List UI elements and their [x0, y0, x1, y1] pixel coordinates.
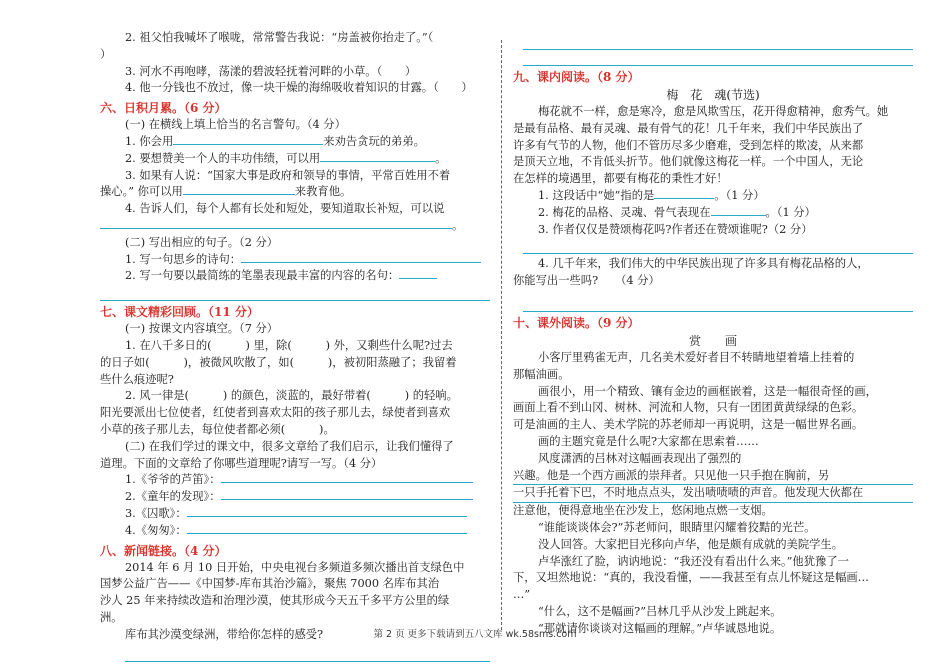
passage-2-line: 小客厅里鸦雀无声，几名美术爱好者目不转睛地望着墙上挂着的	[538, 350, 855, 364]
s7-text-3: 3.《囚歌》：	[100, 506, 490, 523]
left-column	[100, 30, 490, 664]
s7-fill-2-end: 小草的孩子那儿去，每位使者都必须( )。	[100, 422, 335, 436]
passage-2-line: 可是油画的主人、美术学院的苏老师却一再说明，这是一幅世界名画。	[513, 418, 864, 432]
s6-q1: 1. 你会用 来劝告贪玩的弟弟。	[125, 134, 425, 148]
passage-1-line-5: 在怎样的境遇里，都要有梅花的秉性才好！	[513, 172, 728, 186]
s6-q4-cont: 。	[100, 218, 490, 235]
s7-fill-1-cont: 的日子如( )，被微风吹散了，如( )，被初阳蒸融了；我留着	[100, 355, 457, 369]
judge-item-4: 4. 他一分钱也不放过，像一块干燥的海绵吸收着知识的甘露。（ ）	[125, 81, 473, 95]
answer-blank[interactable]	[183, 184, 295, 195]
s6-q6: 2. 写一句要以最简练的笔墨表现最丰富的内容的名句：	[100, 268, 490, 285]
answer-blank[interactable]	[100, 218, 452, 229]
s9-q2: 2. 梅花的品格、灵魂、骨气表现在 。（1 分）	[538, 205, 816, 219]
s6-q3-cont: 操心。” 你可以用 来教育他。	[100, 185, 352, 199]
s6-q3: 3. 如果有人说：“国家大事是政府和领导的事情，平常百姓用不着	[125, 168, 451, 182]
answer-blank[interactable]	[221, 472, 473, 483]
passage-2-line: 一只手托着下巴，不时地点点头，发出啧啧啧的声音。他发现大伙都在	[513, 485, 913, 503]
answer-blank[interactable]	[654, 188, 714, 199]
answer-blank[interactable]	[187, 523, 467, 534]
news-line-1: 2014 年 6 月 10 日开始，中央电视台多频道多频次播出首支绿色中	[125, 560, 465, 574]
news-question: 库布其沙漠变绿洲，带给你怎样的感受?	[125, 627, 324, 641]
passage-2-line: 注意他，便得意地坐在沙发上，悠闲地点燃一支烟。	[513, 504, 773, 518]
passage-2-line: 画的主题究竟是什么呢?大家都在思索着……	[538, 434, 759, 448]
s7-fill-2-cont: 阳光要派出七位使者，红使者到喜欢太阳的孩子那儿去，绿使者到喜欢	[100, 406, 451, 420]
s6-q2: 2. 要想赞美一个人的丰功伟绩，可以用 。	[125, 151, 447, 165]
s7-text-4: 4.《匆匆》：	[100, 523, 490, 540]
section-10-heading: 十、课外阅读。（9 分）	[513, 315, 640, 330]
passage-2-line: 画面上看不到山冈、树林、河流和人物，只有一团团黄黄绿绿的色彩。	[513, 401, 864, 415]
s9-q4-cont: 你能写出一些吗? （4 分）	[513, 274, 660, 288]
s9-q1: 1. 这段话中“她”指的是 。（1 分）	[538, 188, 765, 202]
s9-q3: 3. 作者仅仅是赞颂梅花吗?作者还在赞颂谁呢?（2 分）	[538, 222, 813, 236]
answer-line[interactable]	[523, 298, 913, 312]
passage-title-1: 梅 花 魂(节选)	[666, 88, 760, 102]
passage-2-line: 那幅油画。	[513, 367, 570, 381]
passage-2-line: …”	[513, 588, 531, 602]
answer-blank[interactable]	[187, 506, 467, 517]
s7-fill-1: 1. 在八千多日的( ) 里，除( ) 外，又剩些什么呢?过去	[125, 338, 453, 352]
answer-blank[interactable]	[711, 205, 766, 216]
s6-part2-instruction: (二) 写出相应的句子。（2 分）	[125, 235, 279, 249]
passage-2-line: 风度潇洒的吕林对这幅画表现出了强烈的	[538, 451, 742, 465]
s6-q4: 4. 告诉人们，每个人都有长处和短处，要知道取长补短，可以说	[125, 202, 445, 216]
judge-item-2: 2. 祖父怕我喊坏了喉咙，常常警告我说：“房盖被你抬走了。”（	[125, 31, 434, 44]
judge-item-2-end: ）	[100, 47, 112, 61]
passage-2-line: “什么，这不是幅画?”吕林几乎从沙发上跳起来。	[538, 604, 782, 618]
s7-text-2: 2.《童年的发现》：	[100, 489, 490, 506]
news-line-2: 国梦公益广告——《中国梦-库布其治沙篇》，聚焦 7000 名库布其治	[100, 577, 440, 591]
passage-1-line-4: 是顶天立地，不肯低头折节。他们就像这梅花一样。一个中国人，无论	[513, 155, 864, 169]
s7-text-1: 1.《爷爷的芦笛》：	[100, 472, 490, 489]
s6-part1-instruction: (一) 在横线上填上恰当的名言警句。（4 分）	[125, 118, 346, 132]
passage-1-line-3: 许多有气节的人物，他们不管历尽多少磨难，受到怎样的欺凌，从来都	[513, 138, 864, 152]
answer-blank[interactable]	[320, 151, 435, 162]
news-line-4: 洲。	[100, 610, 123, 624]
answer-blank[interactable]	[221, 489, 473, 500]
answer-line[interactable]	[523, 52, 913, 66]
answer-line[interactable]	[100, 287, 490, 301]
answer-blank[interactable]	[241, 252, 481, 263]
answer-line[interactable]	[125, 648, 490, 662]
passage-2-line: 没人回答。大家把目光移向卢华，他是颇有成就的美院学生。	[538, 537, 844, 551]
section-8-heading: 八、新闻链接。（4 分）	[100, 543, 227, 558]
passage-2-line: “谁能谈谈体会?”苏老师问，眼睛里闪耀着狡黠的光芒。	[538, 520, 816, 534]
s7-fill-1-end: 些什么痕迹呢?	[100, 372, 174, 386]
judge-item-3: 3. 河水不再咆哮，荡漾的碧波轻抚着河畔的小草。（ ）	[125, 64, 417, 78]
answer-blank[interactable]	[173, 134, 323, 145]
passage-2-line: 画很小，用一个精致、镶有金边的画框嵌着，这是一幅很奇怪的画，	[538, 384, 877, 398]
passage-title-2: 赏 画	[688, 333, 737, 348]
passage-2-line: 下，又坦然地说：“真的，我没看懂，——我甚至有点儿怀疑这是幅画…	[513, 571, 869, 585]
passage-2-line: “那就请你谈谈对这幅画的理解。”卢华诚恳地说。	[538, 621, 782, 635]
passage-1-line-1: 梅花就不一样，愈是寒冷，愈是风欺雪压，花开得愈精神，愈秀气。她	[538, 105, 889, 118]
answer-line[interactable]	[523, 240, 913, 254]
news-line-3: 沙人 25 年来持续改造和治理沙漠，使其形成今天五千多平方公里的绿	[100, 594, 450, 608]
section-6-heading: 六、日积月累。（6 分）	[100, 101, 227, 116]
passage-2-line: 卢华涨红了脸，讷讷地说：“我还没有看出什么来。”他犹豫了一	[538, 554, 849, 568]
s7-part1-instruction: (一) 按课文内容填空。（7 分）	[125, 322, 279, 336]
answer-blank[interactable]	[399, 268, 437, 279]
s7-part2-instruction-cont: 道理。下面的文章给了你哪些道理呢?请写一写。（4 分）	[100, 456, 383, 470]
s7-fill-2: 2. 风一律是( ) 的颜色，淡蓝的，最好带着( ) 的轻响。	[125, 389, 458, 403]
right-column	[513, 30, 913, 638]
s9-q4: 4. 几千年来，我们伟大的中华民族出现了许多具有梅花品格的人，	[538, 257, 869, 271]
column-divider	[501, 40, 502, 630]
passage-1-line-2: 是最有品格、最有灵魂、最有骨气的花！几千年来，我们中华民族出了	[513, 121, 864, 135]
answer-line[interactable]	[523, 36, 913, 50]
s6-q5: 1. 写一句思乡的诗句：	[100, 252, 490, 269]
passage-2-line: 兴趣。他是一个西方画派的崇拜者。只见他一只手抱在胸前，另	[513, 468, 913, 486]
section-7-heading: 七、课文精彩回顾。（11 分）	[100, 305, 259, 320]
section-9-heading: 九、课内阅读。（8 分）	[513, 70, 640, 84]
s7-part2-instruction: (二) 在我们学过的课文中，很多文章给了我们启示，让我们懂得了	[125, 439, 454, 453]
page-footer: 第 2 页 更多下载请到五八文库 wk.58sms.com	[373, 629, 577, 640]
